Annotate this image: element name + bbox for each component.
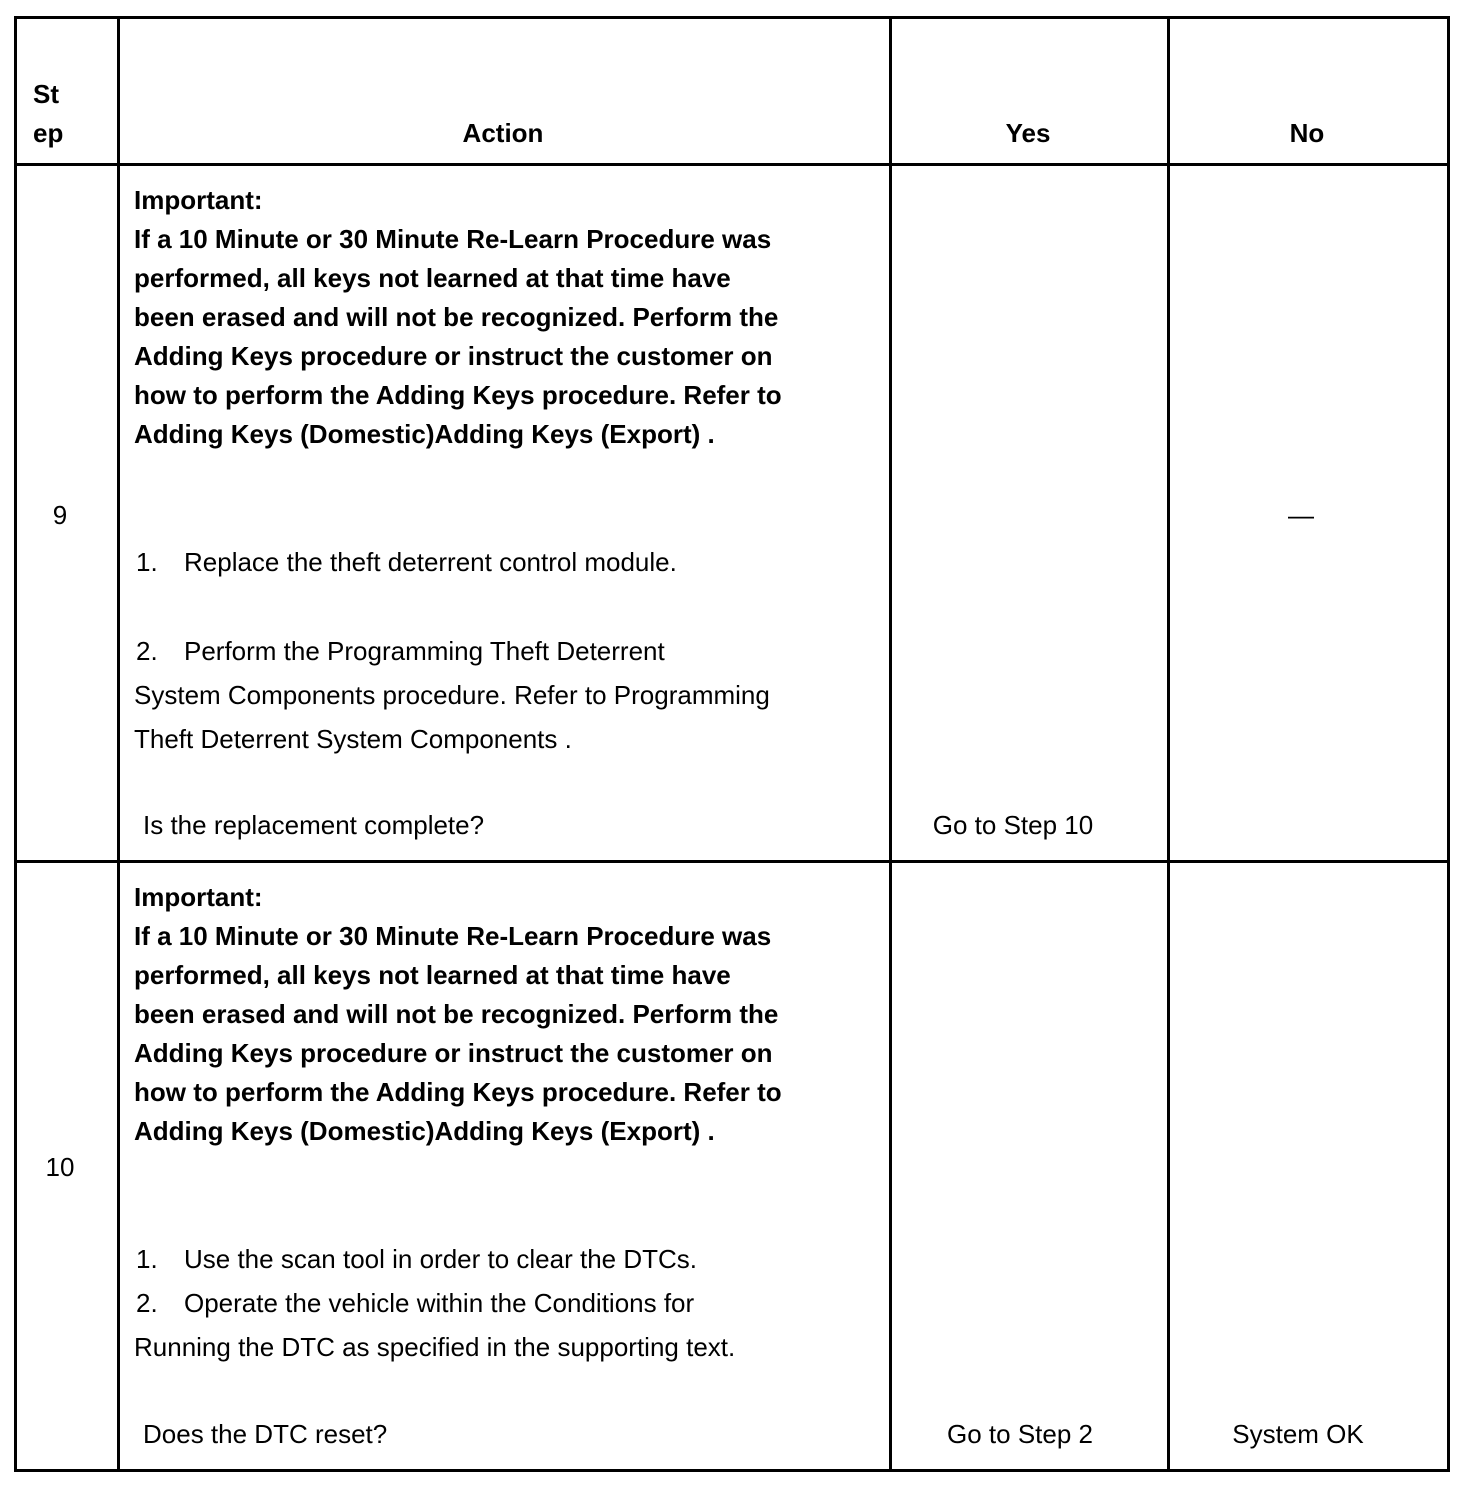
important-line: been erased and will not be recognized. Perform the [134,999,779,1029]
important-label: Important: [134,882,263,912]
important-note [134,181,782,454]
step-number: 10 [45,1152,75,1182]
list-item-number: 2. [136,1288,158,1318]
column-divider-action [889,19,892,1469]
list-item-number: 1. [136,547,158,577]
step-number: 9 [52,500,68,530]
important-line: Adding Keys (Domestic)Adding Keys (Export) . [134,1116,715,1146]
important-note [134,878,782,1151]
important-line: how to perform the Adding Keys procedure. Refer to [134,1077,782,1107]
list-continuation: System Components procedure. Refer to Programming [134,680,770,710]
list-item-text: Perform the Programming Theft Deterrent [184,636,665,666]
important-line: performed, all keys not learned at that time have [134,960,731,990]
question-text: Is the replacement complete? [143,810,485,840]
header-no: No [1289,118,1325,148]
important-line: Adding Keys (Domestic)Adding Keys (Export) . [134,419,715,449]
list-item-number: 1. [136,1244,158,1274]
list-item [136,543,677,582]
no-result: — [1288,500,1314,530]
important-line: If a 10 Minute or 30 Minute Re-Learn Procedure was [134,921,772,951]
important-line: how to perform the Adding Keys procedure. Refer to [134,380,782,410]
list-item-text: Operate the vehicle within the Conditions for [184,1288,695,1318]
column-divider-step [117,19,120,1469]
header-action: Action [462,118,544,148]
list-item [136,1240,697,1279]
list-continuation: Running the DTC as specified in the supporting text. [134,1332,736,1362]
header-step-line1: St [33,79,59,109]
important-line: If a 10 Minute or 30 Minute Re-Learn Procedure was [134,224,772,254]
important-line: Adding Keys procedure or instruct the customer on [134,341,773,371]
list-continuation: Theft Deterrent System Components . [134,724,572,754]
important-line: been erased and will not be recognized. Perform the [134,302,779,332]
list-item [136,1284,694,1323]
question-text: Does the DTC reset? [143,1419,388,1449]
important-line: Adding Keys procedure or instruct the customer on [134,1038,773,1068]
list-item-text: Use the scan tool in order to clear the DTCs. [184,1244,698,1274]
important-label: Important: [134,185,263,215]
header-row-divider [17,163,1447,166]
header-step [33,75,63,153]
no-result: System OK [1232,1419,1364,1449]
column-divider-yes [1167,19,1170,1469]
header-step-line2: ep [33,118,64,148]
yes-result: Go to Step 10 [932,810,1094,840]
row-divider-9 [17,860,1447,863]
important-line: performed, all keys not learned at that time have [134,263,731,293]
diagnostic-table [14,16,1450,1472]
list-item-number: 2. [136,636,158,666]
header-yes: Yes [1005,118,1051,148]
list-item [136,632,665,671]
yes-result: Go to Step 2 [947,1419,1093,1449]
list-item-text: Replace the theft deterrent control module. [184,547,677,577]
